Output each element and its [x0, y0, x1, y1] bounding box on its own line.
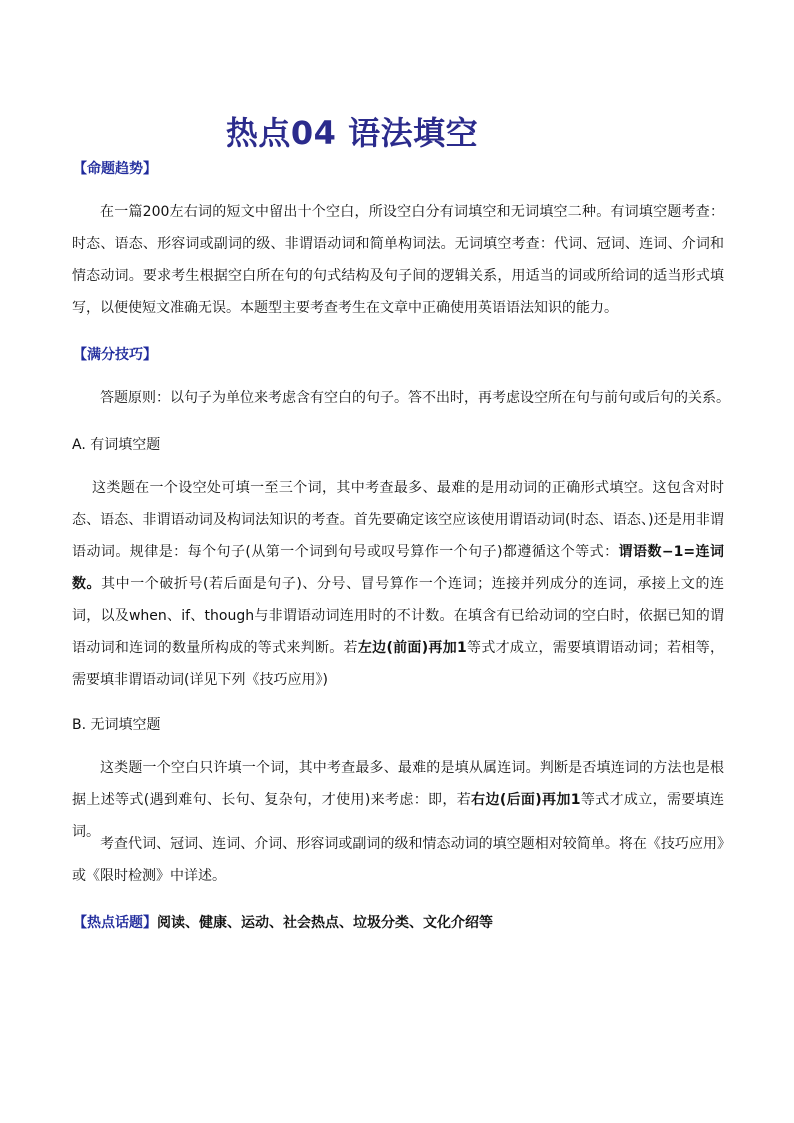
paragraph-a-text-3: 等式才成立，需要填谓语动词；若相等，需要填非谓语动词(详见下列《技巧应用》) [72, 640, 725, 688]
principle-paragraph: 答题原则：以句子为单位来考虑含有空白的句子。答不出时，再考虑设空所在句与前句或后句的关系。 [100, 390, 730, 406]
paragraph-other: 考查代词、冠词、连词、介词、形容词或副词的级和情态动词的填空题相对较简单。将在《技巧应用》或《限时检测》中详述。 [72, 836, 724, 884]
paragraph-a-text-1: 这类题在一个设空处可填一至三个词，其中考查最多、最难的是用动词的正确形式填空。这包含对时态、语态、非谓语动词及构词法知识的考查。首先要确定该空应该使用谓语动词(时态、语态、)还是用非谓语动词。规律是：每个句子(从第一个词到句号或叹号算作一个句子)都遵循这个等式： [72, 480, 724, 560]
paragraph-b-text-1: 这类题一个空白只许填一个词，其中考查最多、最难的是填从属连词。判断是否填连词的方法也是根据上述等式(遇到难句、长句、复杂句，才使用)来考虑：即，若 [72, 760, 724, 808]
section-tag-hot: 【热点话题】 [73, 915, 157, 931]
subheading-a: A. 有词填空题 [72, 437, 161, 453]
trend-paragraph: 在一篇200左右词的短文中留出十个空白，所设空白分有词填空和无词填空二种。有词填空题考查：时态、语态、形容词或副词的级、非谓语动词和简单构词法。无词填空考查：代词、冠词、连词、介词和情态动词。要求考生根据空白所在句的句式结构及句子间的逻辑关系，用适当的词或所给词的适当形式填写，以便使短文准确无误。本题型主要考查考生在文章中正确使用英语语法知识的能力。 [72, 204, 724, 316]
paragraph-b-text-2: 等式才成立，需要填连词。 [72, 792, 724, 840]
section-tag-trend: 【命题趋势】 [73, 161, 157, 177]
paragraph-b-right-plus-one: 右边(后面)再加1 [471, 792, 581, 808]
paragraph-a-text-2: 其中一个破折号(若后面是句子)、分号、冒号算作一个连词；连接并列成分的连词，承接上文的连词，以及when、if、though与非谓语动词连用时的不计数。在填含有已给动词的空白时，依据已知的谓语动词和连词的数量所构成的等式来判断。若 [72, 576, 725, 656]
subheading-b: B. 无词填空题 [72, 717, 161, 733]
paragraph-a [72, 472, 724, 696]
page-title: 热点04 语法填空 [225, 114, 479, 152]
paragraph-a-equation: 谓语数−1=连词数。 [72, 544, 725, 592]
section-tag-skills: 【满分技巧】 [73, 347, 157, 363]
hot-topics-list: 阅读、健康、运动、社会热点、垃圾分类、文化介绍等 [157, 915, 493, 931]
hot-topics-line [73, 912, 493, 932]
paragraph-a-left-plus-one: 左边(前面)再加1 [357, 640, 467, 656]
